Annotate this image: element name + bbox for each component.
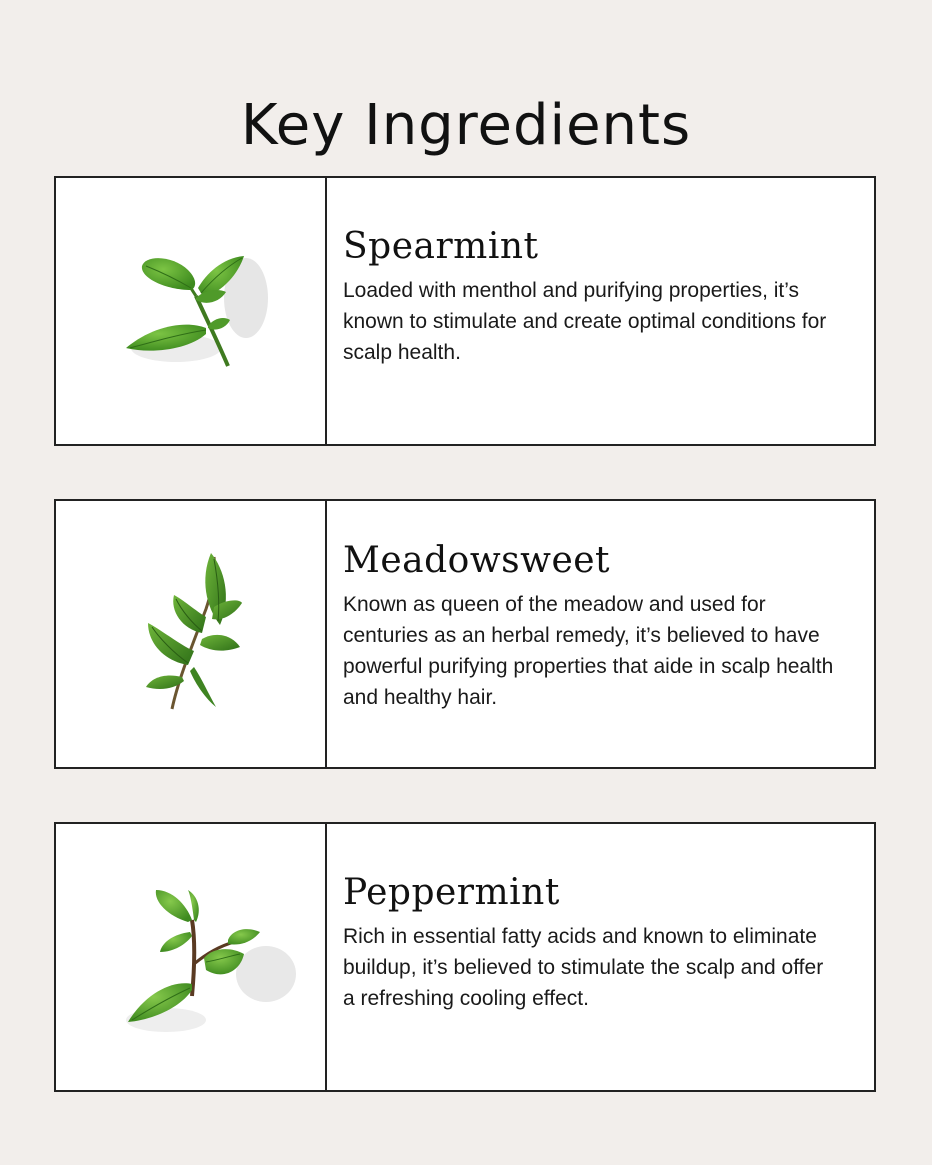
ingredient-description: Known as queen of the meadow and used for centuries as an herbal remedy, it’s believed to have powerful purifying properties that aide in scalp health and healthy hair. [343, 593, 834, 709]
ingredient-name: Spearmint [343, 225, 539, 267]
ingredient-card-meadowsweet [54, 499, 876, 769]
ingredient-text-meadowsweet [327, 501, 874, 767]
ingredient-card-spearmint [54, 176, 876, 446]
ingredient-description: Rich in essential fatty acids and known to eliminate buildup, it’s believed to stimulate the scalp and offer a refreshing cooling effect. [343, 924, 824, 1010]
peppermint-sprig-icon [56, 824, 325, 1090]
ingredient-name: Meadowsweet [343, 540, 611, 581]
ingredient-image-spearmint [56, 178, 327, 444]
ingredient-image-meadowsweet [56, 501, 327, 767]
ingredient-text-peppermint [327, 824, 874, 1090]
ingredient-image-peppermint [56, 824, 327, 1090]
page-title: Key Ingredients [240, 92, 692, 158]
ingredient-name: Peppermint [343, 871, 560, 913]
spearmint-sprig-icon [56, 178, 325, 444]
ingredient-card-peppermint [54, 822, 876, 1092]
meadowsweet-sprig-icon [56, 501, 325, 767]
ingredient-text-spearmint [327, 178, 874, 444]
ingredient-description: Loaded with menthol and purifying properties, it’s known to stimulate and create optimal conditions for scalp health. [343, 278, 827, 364]
